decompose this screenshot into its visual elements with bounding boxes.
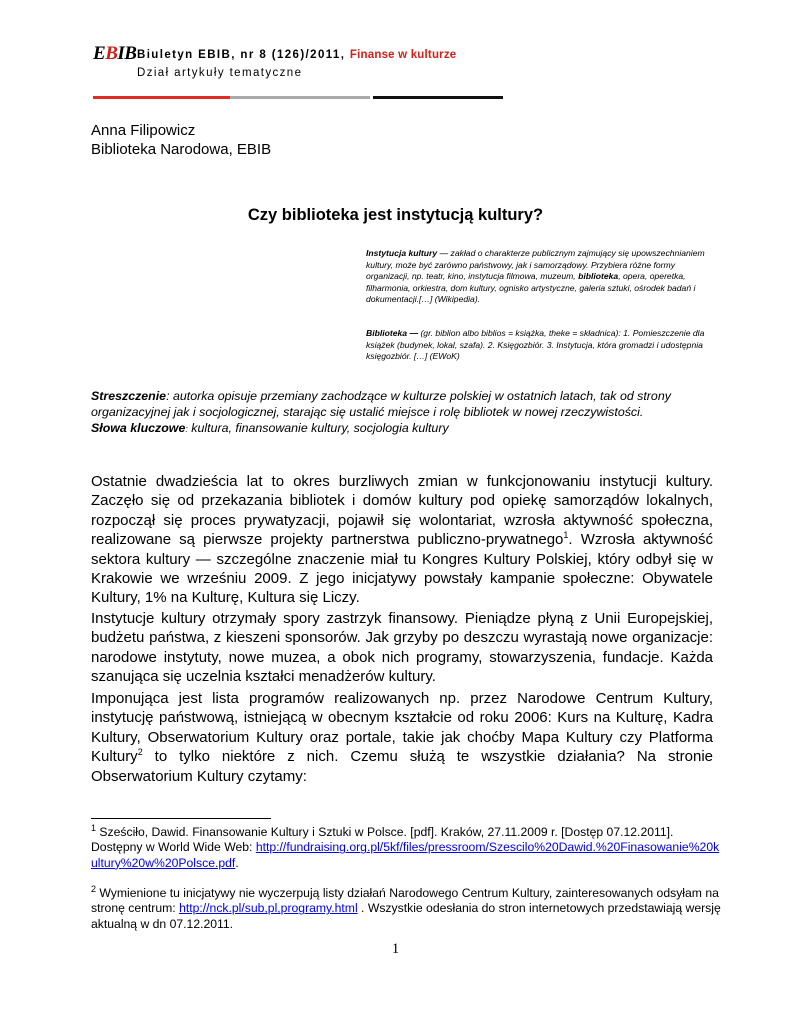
abstract-summary — [91, 388, 731, 420]
footnote-ref-1[interactable]: 1 — [563, 530, 569, 541]
logo-letter-e: E — [93, 43, 106, 64]
abstract-keywords — [91, 420, 731, 437]
bulletin-topic: Finanse w kulturze — [349, 49, 457, 61]
footnote-mark: 1 — [91, 822, 97, 833]
paragraph-text: Ostatnie dwadzieścia lat to okres burzliwych zmian w funkcjonowaniu instytucji kultury. Zaczęło się od przekazania bibliotek i domów kultury pod opiekę samorządów lokalnych, rozpoczął się proces prywatyzacji, pojawił się wolontariat, wzrosła aktywność społeczna, realizowane są pierwsze projekty partnerstwa publiczno-prywatnego — [91, 473, 713, 549]
epigraph-term: Biblioteka — — [366, 328, 419, 338]
header-rule-black — [373, 96, 503, 99]
epigraph-term: Instytucja kultury — [366, 248, 438, 258]
footnote-text: Wymienione tu inicjatywy nie wyczerpują listy działań Narodowego Centrum Kultury, zainteresowanych odsyłam na stronę centrum: — [91, 886, 719, 916]
abstract-block — [91, 388, 731, 437]
logo-letters-ib: IB — [117, 43, 137, 64]
epigraph-text: — zakład o charakterze publicznym zajmujący się upowszechnianiem kultury, może być zarówno państwowy, jak i samorządowy. Przybiera różne formy organizacji, np. teatr, kino, instytucja filmowa, muzeum, — [366, 248, 705, 282]
footnote-mark: 2 — [91, 883, 97, 894]
paragraph-1 — [91, 472, 713, 608]
footnote-text: . — [235, 855, 239, 870]
author-name: Anna Filipowicz — [91, 122, 196, 139]
footnote-link[interactable]: http://nck.pl/sub,pl,programy.html — [179, 901, 358, 916]
bulletin-issue: Biuletyn EBIB, nr 8 (126)/2011, — [137, 49, 350, 61]
abstract-text: : autorka opisuje przemiany zachodzące w kulturze polskiej w ostatnich latach, tak od strony organizacyjnej jak i socjologicznej, starając się ustalić miejsce i rolę bibliotek w nowej rzeczywistości. — [91, 389, 671, 419]
keywords-label: Słowa kluczowe — [91, 421, 186, 435]
bulletin-header — [137, 49, 456, 61]
paragraph-text: to tylko niektóre z nich. Czemu służą te wszystkie działania? Na stronie Obserwatorium Kultury czytamy: — [91, 748, 713, 785]
abstract-label: Streszczenie — [91, 389, 167, 403]
footnote-link[interactable]: http://fundraising.org.pl/5kf/files/pressroom/Szescilo%20Dawid.%20Finasowanie%20kultury%20w%20Polsce.pdf — [91, 840, 720, 870]
paragraph-text: Imponująca jest lista programów realizowanych np. przez Narodowe Centrum Kultury, instytucję państwową, istniejącą w obecnym kształcie od roku 2006: Kurs na Kulturę, Kadra Kultury, Obserwatorium Kultury oraz portale, takie jak choćby Mapa Kultury czy Platforma Kultury — [91, 690, 713, 766]
header-rule-gray — [230, 96, 370, 99]
epigraph-text: , opera, operetka, filharmonia, orkiestra, dom kultury, ognisko artystyczne, galeria sztuki, ośrodek badań i dokumentacji.[…] (Wikipedia). — [366, 271, 696, 305]
author-block — [91, 121, 271, 159]
footnote-1 — [91, 822, 721, 871]
footnote-ref-2[interactable]: 2 — [137, 747, 143, 758]
paragraph-3 — [91, 689, 713, 786]
bulletin-section: Dział artykuły tematyczne — [137, 67, 303, 79]
keywords-text: kultura, finansowanie kultury, socjologia kultury — [187, 421, 449, 435]
author-affiliation: Biblioteka Narodowa, EBIB — [91, 141, 272, 158]
epigraph-institution — [366, 248, 711, 306]
header-rule-red — [93, 96, 230, 99]
epigraph-library — [366, 328, 711, 363]
paragraph-2: Instytucje kultury otrzymały spory zastrzyk finansowy. Pieniądze płyną z Unii Europejskiej, budżetu państwa, z kieszeni sponsorów. Jak grzyby po deszczu wyrastają nowe organizacje: narodowe instytuty, nowe muzea, a obok nich programy, stowarzyszenia, fundacje. Każda szanująca się uczelnia kształci menadżerów kultury. — [91, 610, 713, 686]
footnote-2 — [91, 883, 721, 932]
ebib-logo — [93, 43, 136, 65]
footnote-text: Sześciło, Dawid. Finansowanie Kultury i Sztuki w Polsce. [pdf]. Kraków, 27.11.2009 r. [Dostęp 07.12.2011]. Dostępny w World Wide Web: — [91, 825, 674, 855]
footnote-separator — [91, 818, 271, 819]
epigraph-text: (gr. biblion albo biblios = książka, theke = składnica): 1. Pomieszczenie dla książek (budynek, lokal, szafa). 2. Księgozbiór. 3. Instytucja, która gromadzi i udostępnia księgozbiór. […] (EWoK) — [366, 328, 705, 362]
article-title: Czy biblioteka jest instytucją kultury? — [247, 206, 544, 224]
keywords-colon: : — [185, 424, 188, 434]
epigraph-bold-word: biblioteka — [578, 271, 619, 282]
footnote-text: . Wszystkie odesłania do stron internetowych przedstawiają wersję aktualną w dn 07.12.2011. — [91, 901, 721, 931]
paragraph-text: . Wzrosła aktywność sektora kultury — szczególne znaczenie miał tu Kongres Kultury Polskiej, który odbył się w Krakowie we wrześniu 2009. Z jego inicjatywy powstały kampanie społeczne: Obywatele Kultury, 1% na Kulturę, Kultura się Liczy. — [91, 531, 713, 607]
logo-letter-b: B — [105, 43, 118, 64]
page-number: 1 — [391, 941, 400, 957]
